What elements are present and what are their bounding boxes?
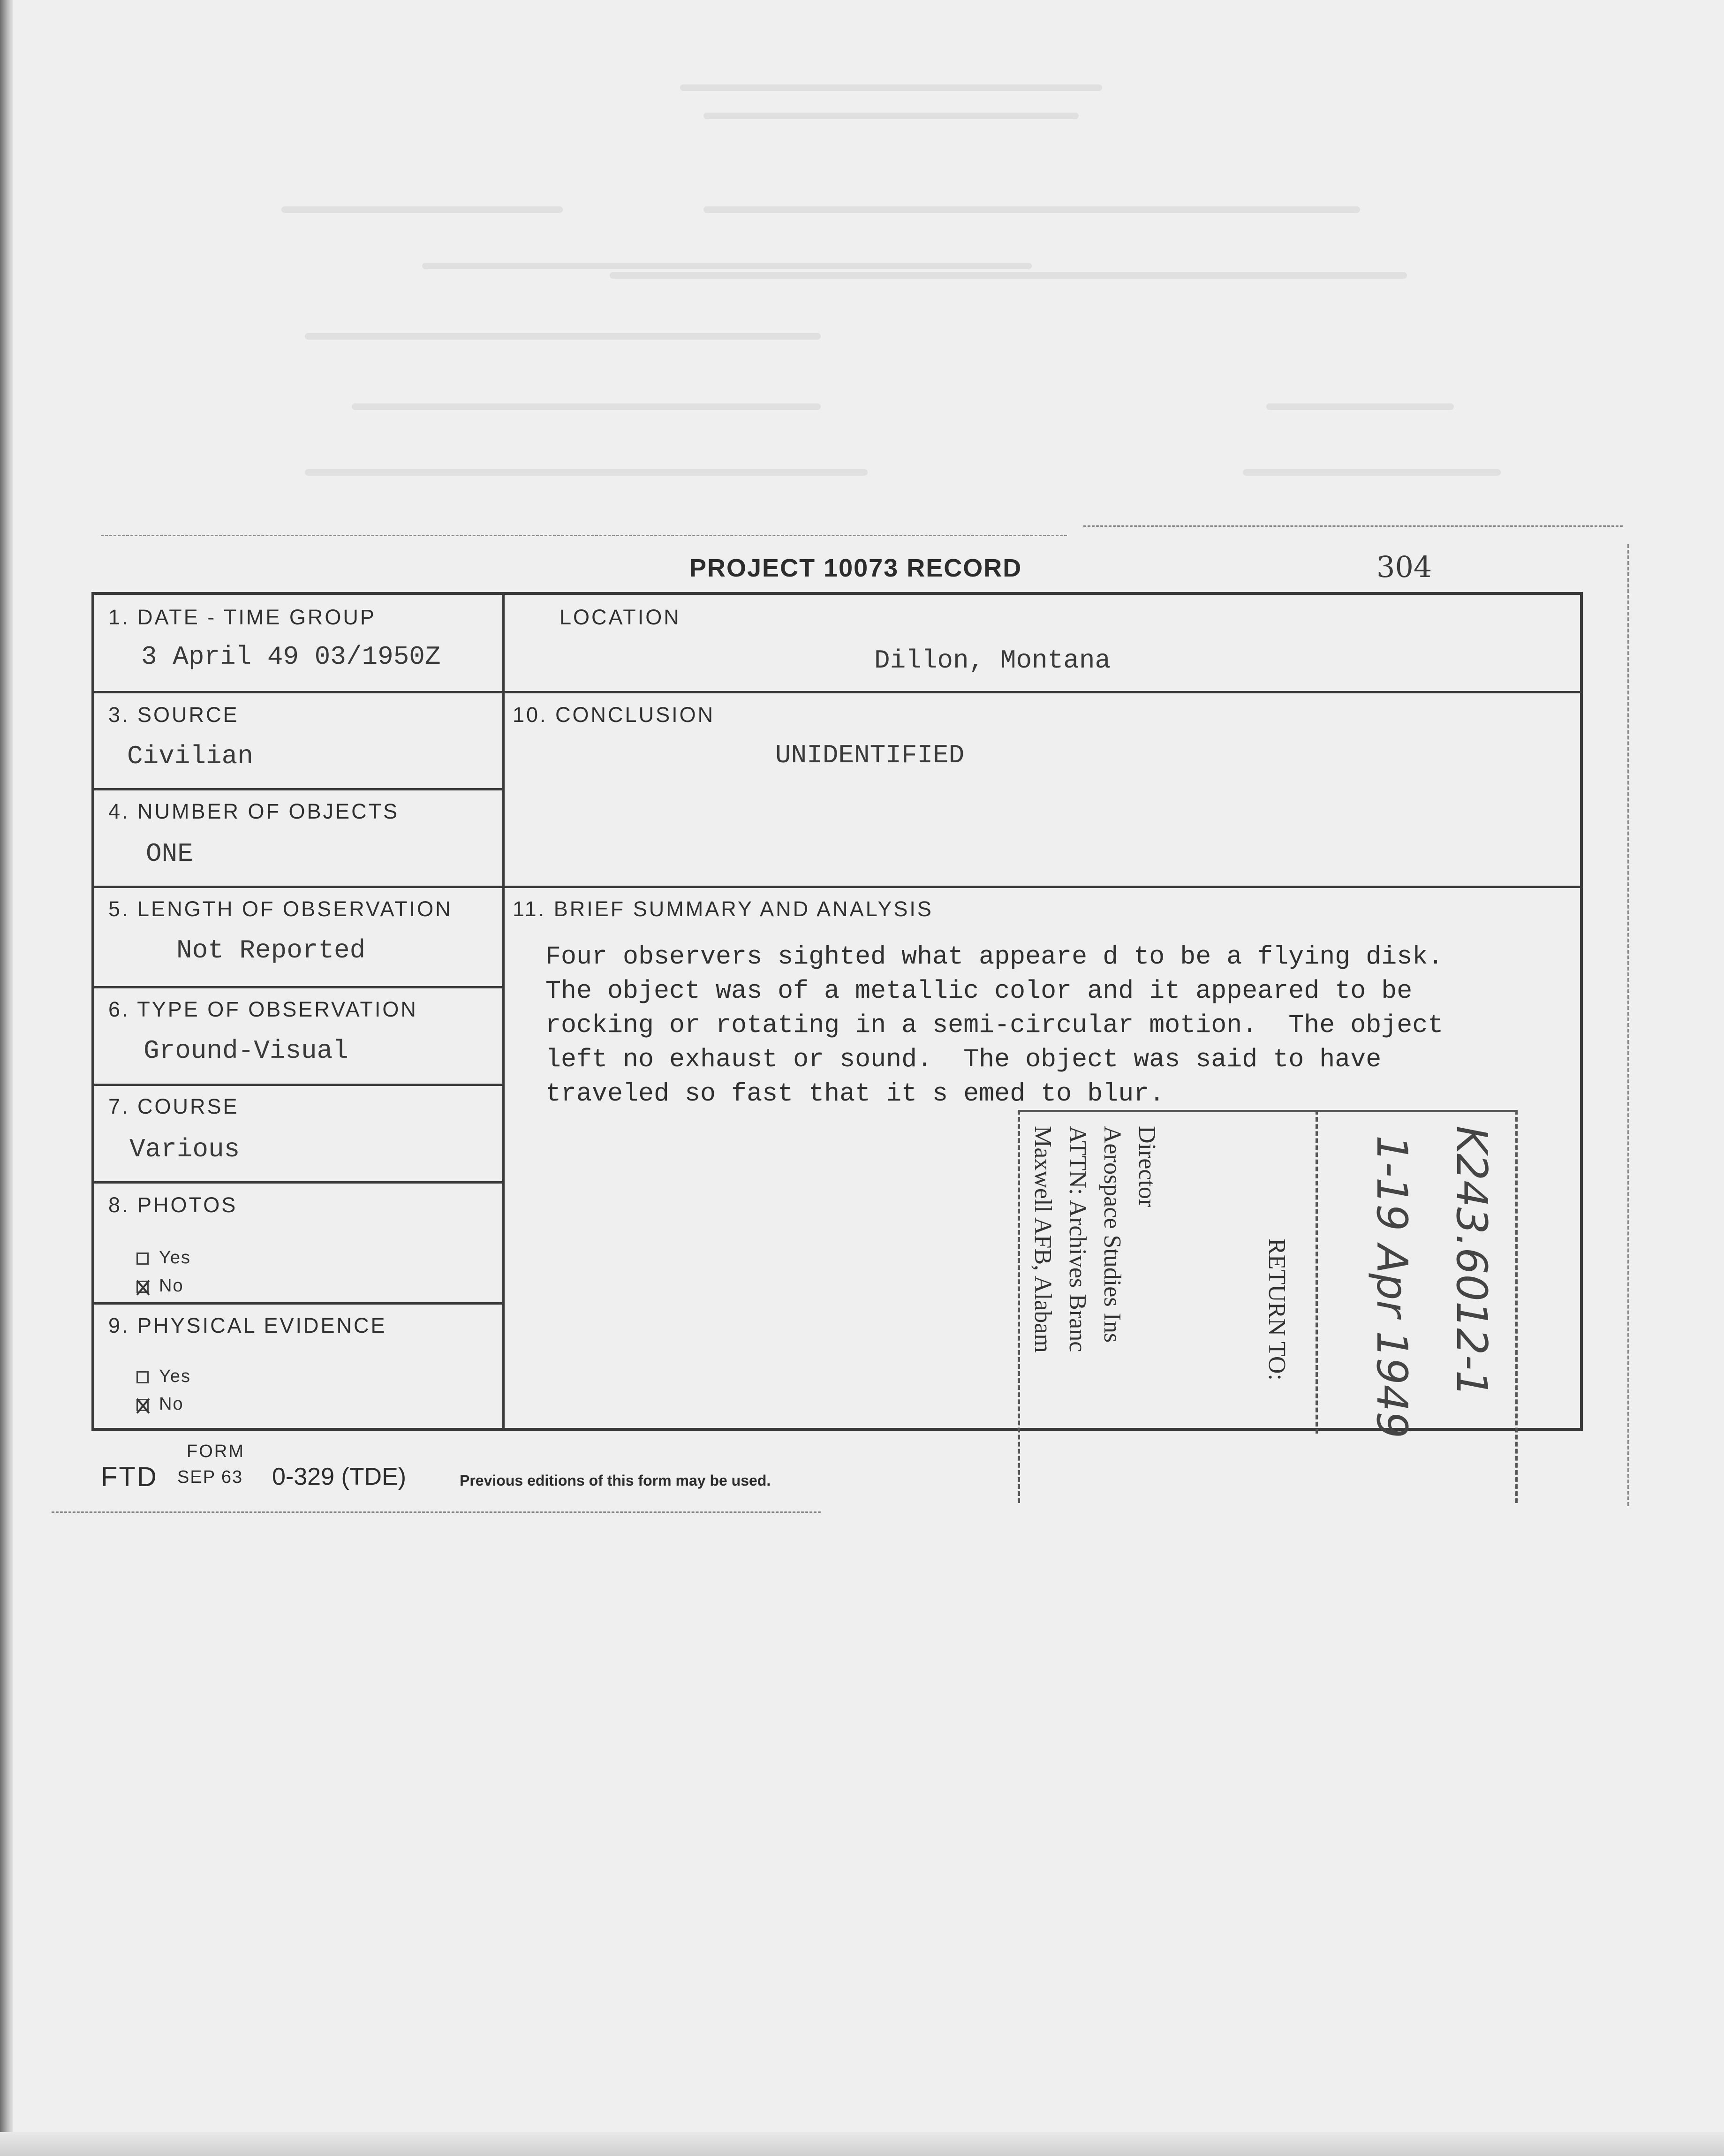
date-time-value: 3 April 49 03/1950Z <box>141 642 441 672</box>
summary-line: rocking or rotating in a semi-circular motion. The object <box>545 1010 1444 1040</box>
row-line <box>94 788 502 790</box>
row-line <box>94 1181 502 1184</box>
stamp-line: Aerospace Studies Ins <box>1099 1126 1126 1343</box>
photos-no-label: No <box>159 1276 184 1296</box>
footer-form-number: 0-329 (TDE) <box>272 1463 407 1490</box>
top-dashed-rule-right <box>1083 525 1623 527</box>
row-line <box>502 886 1580 888</box>
physical-evidence-yes-label: Yes <box>159 1366 191 1386</box>
length-of-observation-label: 5. LENGTH OF OBSERVATION <box>108 897 453 921</box>
photos-no-checkbox[interactable] <box>136 1281 149 1293</box>
summary-line: left no exhaust or sound. The object was said to have <box>545 1045 1382 1074</box>
stamp-line: Director <box>1134 1126 1160 1207</box>
footer-form-word: FORM <box>187 1442 245 1461</box>
type-of-observation-value: Ground-Visual <box>144 1036 348 1066</box>
conclusion-value: UNIDENTIFIED <box>775 740 965 770</box>
summary-text <box>545 940 1568 1111</box>
photos-no-option[interactable] <box>136 1276 184 1296</box>
physical-evidence-yes-option[interactable] <box>136 1366 191 1387</box>
conclusion-label: 10. CONCLUSION <box>513 703 715 727</box>
handwritten-date: 1-19 Apr 1949 <box>1367 1135 1416 1439</box>
photos-label: 8. PHOTOS <box>108 1193 238 1217</box>
stamp-line: ATTN: Archives Branc <box>1064 1126 1091 1352</box>
photos-yes-label: Yes <box>159 1248 191 1268</box>
scan-left-edge <box>0 0 13 2156</box>
location-label: LOCATION <box>560 605 681 629</box>
course-label: 7. COURSE <box>108 1094 239 1118</box>
photos-yes-option[interactable] <box>136 1248 191 1268</box>
row-line <box>94 1084 502 1086</box>
type-of-observation-label: 6. TYPE OF OBSERVATION <box>108 997 418 1021</box>
form-title: PROJECT 10073 RECORD <box>689 554 1022 582</box>
physical-evidence-no-label: No <box>159 1394 184 1414</box>
page-number: 304 <box>1376 550 1432 584</box>
row-line <box>502 691 1580 693</box>
stamp-address <box>1025 1126 1164 1450</box>
physical-evidence-no-checkbox[interactable] <box>136 1399 149 1411</box>
stamp-heading: RETURN TO: <box>1263 1238 1290 1381</box>
number-of-objects-label: 4. NUMBER OF OBJECTS <box>108 799 400 823</box>
handwritten-reference: K243.6012-1 <box>1447 1126 1496 1397</box>
row-line <box>94 986 502 988</box>
source-value: Civilian <box>127 741 253 771</box>
column-divider <box>502 595 505 1428</box>
summary-label: 11. BRIEF SUMMARY AND ANALYSIS <box>513 897 933 921</box>
scan-bottom-edge <box>0 2132 1724 2156</box>
row-line <box>94 886 502 888</box>
summary-line: Four observers sighted what appeare d to be a flying disk. <box>545 942 1444 972</box>
location-value: Dillon, Montana <box>874 645 1111 676</box>
stamp-line: Maxwell AFB, Alabam <box>1029 1126 1056 1353</box>
physical-evidence-yes-checkbox[interactable] <box>136 1371 149 1383</box>
top-dashed-rule <box>101 535 1067 536</box>
summary-line: The object was of a metallic color and it appeared to be <box>545 976 1413 1006</box>
footer-rule <box>52 1511 821 1513</box>
course-value: Various <box>129 1134 240 1164</box>
physical-evidence-no-option[interactable] <box>136 1394 184 1414</box>
footer-date: SEP 63 <box>177 1467 243 1487</box>
physical-evidence-label: 9. PHYSICAL EVIDENCE <box>108 1313 387 1337</box>
footer-note: Previous editions of this form may be used. <box>460 1472 771 1489</box>
photos-yes-checkbox[interactable] <box>136 1253 149 1265</box>
summary-line: traveled so fast that it s emed to blur. <box>545 1079 1165 1108</box>
footer-ftd: FTD <box>101 1462 158 1492</box>
length-of-observation-value: Not Reported <box>176 935 366 965</box>
right-dashed-edge <box>1627 544 1629 1506</box>
source-label: 3. SOURCE <box>108 703 239 727</box>
number-of-objects-value: ONE <box>146 839 193 869</box>
stamp-divider <box>1316 1110 1318 1434</box>
date-time-label: 1. DATE - TIME GROUP <box>108 605 376 629</box>
row-line <box>94 1302 502 1305</box>
bleed-through <box>0 113 1724 563</box>
row-line <box>94 691 502 693</box>
